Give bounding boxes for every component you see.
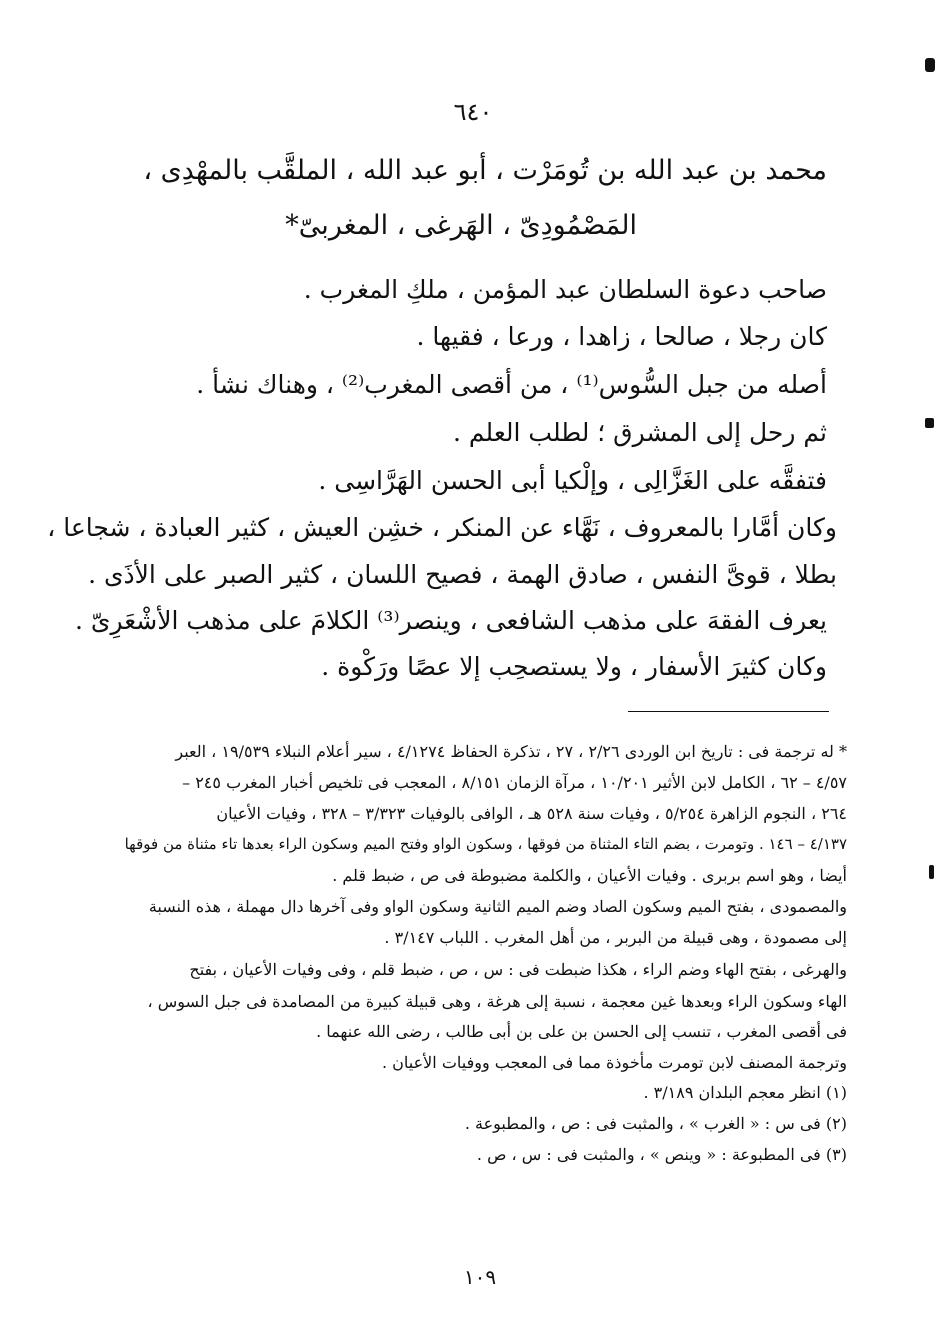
footnote-line: ٤/١٣٧ – ١٤٦ . وتومرت ، بضم التاء المثناة من فوقها ، وسكون الواو وفتح الميم وسكون الراء بعدها تاء مثناة من فوقها xyxy=(124,835,847,853)
footnote-line: ٤/٥٧ – ٦٢ ، الكامل لابن الأثير ١٠/٢٠١ ، مرآة الزمان ٨/١٥١ ، المعجب فى تلخيص أخبار المغرب ٢٤٥ – xyxy=(182,773,847,792)
scan-mark xyxy=(929,865,934,879)
footnote-line: (٢) فى س : « الغرب » ، والمثبت فى : ص ، والمطبوعة . xyxy=(464,1114,847,1133)
body-line: يعرف الفقهَ على مذهب الشافعى ، وينصر⁽³⁾ الكلامَ على مذهب الأشْعَرِىّ . xyxy=(74,606,827,635)
footnote-separator xyxy=(628,711,829,712)
footnote-line: ٢٦٤ ، النجوم الزاهرة ٥/٢٥٤ ، وفيات سنة ٥٢٨ هـ ، الوافى بالوفيات ٣/٣٢٣ – ٣٢٨ ، وفيات الأعيان xyxy=(216,804,847,823)
scan-mark xyxy=(925,418,934,428)
body-line: أصله من جبل السُّوس⁽¹⁾ ، من أقصى المغرب⁽²⁾ ، وهناك نشأ . xyxy=(196,370,827,399)
body-line: كان رجلا ، صالحا ، زاهدا ، ورعا ، فقيها . xyxy=(416,322,827,351)
footnote-line: والهرغى ، بفتح الهاء وضم الراء ، هكذا ضبطت فى : س ، ص ، ضبط قلم ، وفى وفيات الأعيان ، بفتح xyxy=(189,960,847,979)
footnote-line: * له ترجمة فى : تاريخ ابن الوردى ٢/٢٦ ، ٢٧ ، تذكرة الحفاظ ٤/١٢٧٤ ، سير أعلام النبلاء ١٩/٥٣٩ ، العبر xyxy=(175,742,847,761)
footnote-line: الهاء وسكون الراء وبعدها غين معجمة ، نسبة إلى هرغة ، وهى قبيلة كبيرة من المصامدة فى جبل السوس ، xyxy=(147,992,847,1011)
footnote-line: والمصمودى ، بفتح الميم وسكون الصاد وضم الميم الثانية وسكون الواو وفى آخرها دال مهملة ، هذه النسبة xyxy=(148,897,847,916)
body-line: وكان أمَّارا بالمعروف ، نَهَّاء عن المنكر ، خشِن العيش ، كثير العبادة ، شجاعا ، xyxy=(47,513,837,542)
entry-heading-line-2: المَصْمُودِىّ ، الهَرغى ، المغربىّ* xyxy=(285,210,637,241)
entry-heading-line-1: محمد بن عبد الله بن تُومَرْت ، أبو عبد الله ، الملقَّب بالمهْدِى ، xyxy=(143,155,827,186)
footnote-line: إلى مصمودة ، وهى قبيلة من البربر ، من أهل المغرب . اللباب ٣/١٤٧ . xyxy=(384,928,847,947)
body-line: ثم رحل إلى المشرق ؛ لطلب العلم . xyxy=(453,418,827,447)
footnote-line: (١) انظر معجم البلدان ٣/١٨٩ . xyxy=(643,1083,847,1102)
body-line: فتفقَّه على الغَزَّالِى ، وإلْكيا أبى الحسن الهَرَّاسِى . xyxy=(318,466,827,495)
footnote-line: (٣) فى المطبوعة : « وينص » ، والمثبت فى : س ، ص . xyxy=(476,1145,847,1164)
body-line: وكان كثيرَ الأسفار ، ولا يستصحِب إلا عصًا ورَكْوة . xyxy=(321,652,827,681)
scan-mark xyxy=(925,58,935,72)
body-line: صاحب دعوة السلطان عبد المؤمن ، ملكِ المغرب . xyxy=(303,275,827,304)
body-line: بطلا ، قوىَّ النفس ، صادق الهمة ، فصيح اللسان ، كثير الصبر على الأذَى . xyxy=(88,560,837,589)
page-number: ١٠٩ xyxy=(463,1265,497,1289)
entry-number: ٦٤٠ xyxy=(453,98,493,126)
footnote-line: أيضا ، وهو اسم بربرى . وفيات الأعيان ، والكلمة مضبوطة فى ص ، ضبط قلم . xyxy=(332,866,847,885)
footnote-line: وترجمة المصنف لابن تومرت مأخوذة مما فى المعجب ووفيات الأعيان . xyxy=(382,1053,847,1072)
footnote-line: فى أقصى المغرب ، تنسب إلى الحسن بن على بن أبى طالب ، رضى الله عنهما . xyxy=(316,1022,847,1041)
